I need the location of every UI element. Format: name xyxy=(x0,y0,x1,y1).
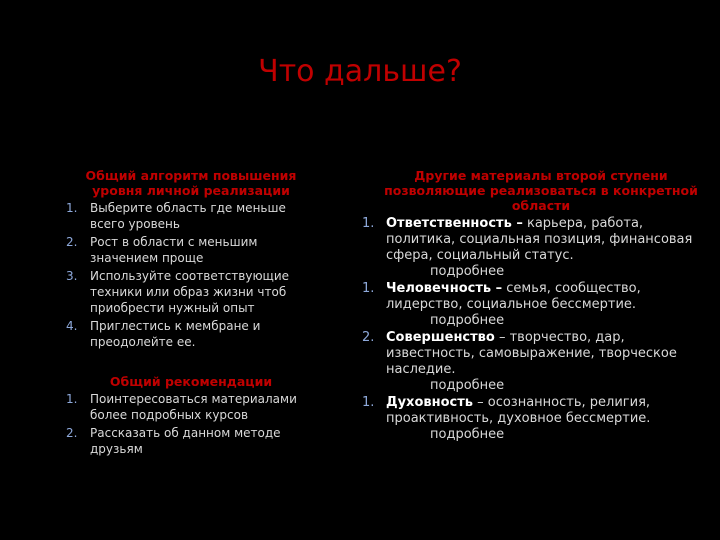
list-item xyxy=(62,391,298,423)
list-item xyxy=(62,318,298,350)
item-text: Рост в области с меньшим значением проще xyxy=(90,235,258,265)
item-term: Ответственность – xyxy=(386,216,523,231)
list-item xyxy=(62,200,298,232)
item-text: Рассказать об данном методе друзьям xyxy=(90,426,281,456)
more-link[interactable]: подробнее xyxy=(430,378,505,393)
right-column xyxy=(358,168,710,444)
list-item xyxy=(358,330,710,394)
list-item xyxy=(358,395,710,443)
item-number: 2. xyxy=(66,235,78,249)
more-link[interactable]: подробнее xyxy=(430,264,505,279)
item-number: 1. xyxy=(362,281,375,296)
algorithm-heading: Общий алгоритм повышения уровня личной реализации xyxy=(85,168,297,198)
item-text: Используйте соответствующие техники или образ жизни чтоб приобрести нужный опыт xyxy=(90,269,290,315)
slide-title: Что дальше? xyxy=(258,54,462,89)
list-item xyxy=(358,216,710,280)
recommendations-heading: Общий рекомендации xyxy=(109,374,273,389)
item-text: – осознанность, религия, проактивность, духовное бессмертие. xyxy=(386,395,651,426)
list-item xyxy=(62,425,298,457)
list-item xyxy=(62,268,298,316)
materials-heading: Другие материалы второй ступени позволяющие реализоваться в конкретной области xyxy=(384,168,698,213)
item-number: 1. xyxy=(362,395,375,410)
item-text: карьера, работа, политика, социальная позиция, финансовая сфера, социальный статус. xyxy=(386,216,693,263)
item-number: 1. xyxy=(362,216,375,231)
more-link[interactable]: подробнее xyxy=(430,427,505,442)
item-text: – творчество, дар, известность, самовыражение, творческое наследие. xyxy=(386,330,677,377)
item-number: 3. xyxy=(66,269,78,283)
item-number: 2. xyxy=(66,426,78,440)
list-item xyxy=(358,281,710,329)
algorithm-list xyxy=(62,200,298,350)
item-text: Выберите область где меньше всего уровень xyxy=(90,201,286,231)
item-term: Духовность xyxy=(386,395,473,410)
item-text: Поинтересоваться материалами более подробных курсов xyxy=(90,392,297,422)
item-number: 1. xyxy=(66,392,78,406)
spacer xyxy=(62,352,298,374)
item-term: Совершенство xyxy=(386,330,495,345)
item-text: семья, сообщество, лидерство, социальное бессмертие. xyxy=(386,281,641,312)
recommendations-list xyxy=(62,391,298,457)
item-text: Приглестись к мембране и преодолейте ее. xyxy=(90,319,261,349)
item-number: 1. xyxy=(66,201,78,215)
left-column xyxy=(62,168,298,459)
more-link[interactable]: подробнее xyxy=(430,313,505,328)
item-number: 2. xyxy=(362,330,375,345)
item-number: 4. xyxy=(66,319,78,333)
item-term: Человечность – xyxy=(386,281,503,296)
list-item xyxy=(62,234,298,266)
materials-list xyxy=(358,216,710,443)
